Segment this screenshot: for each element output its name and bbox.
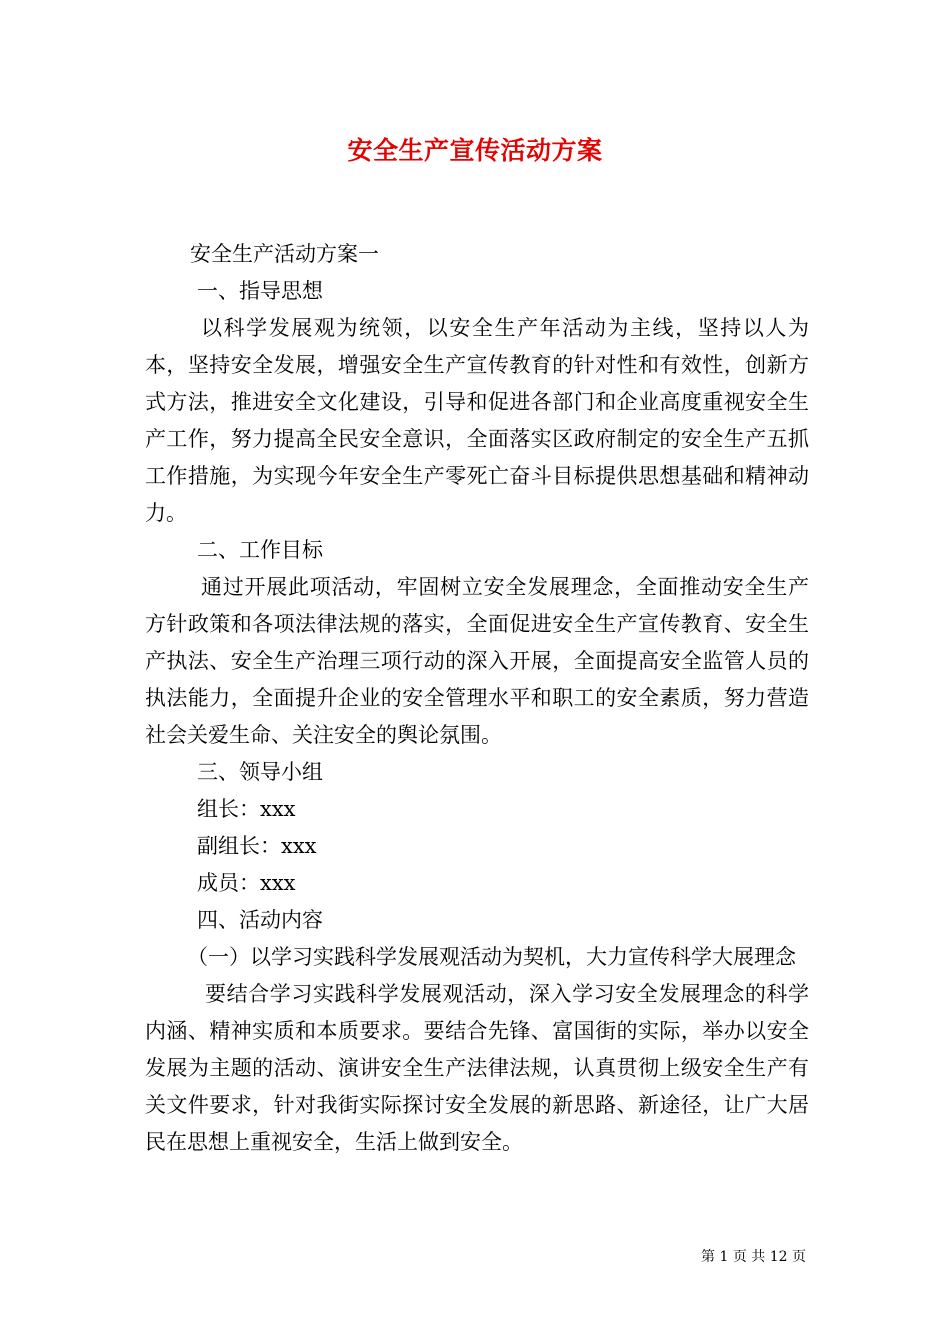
section-heading-activity-content: 四、活动内容: [197, 908, 323, 932]
paragraph-guiding-ideology: 以科学发展观为统领，以安全生产年活动为主线，坚持以人为本，坚持安全发展，增强安全生产宣传教育的针对性和有效性，创新方式方法，推进安全文化建设，引导和促进各部门和企业高度重视安全生产工作，努力提高全民安全意识，全面落实区政府制定的安全生产五抓工作措施，为实现今年安全生产零死亡奋斗目标提供思想基础和精神动力。: [145, 316, 809, 525]
subsection-heading-one: （一）以学习实践科学发展观活动为契机，大力宣传科学大展理念: [187, 945, 796, 969]
document-title: 安全生产宣传活动方案: [347, 136, 603, 165]
deputy-leader-line: 副组长：xxx: [197, 834, 317, 858]
paragraph-work-goals: 通过开展此项活动，牢固树立安全发展理念，全面推动安全生产方针政策和各项法律法规的落实，全面促进安全生产宣传教育、安全生产执法、安全生产治理三项行动的深入开展，全面提高安全监管人员的执法能力，全面提升企业的安全管理水平和职工的安全素质，努力营造社会关爱生命、关注安全的舆论氛围。: [145, 575, 809, 747]
section-heading-leadership-group: 三、领导小组: [197, 760, 323, 784]
section-heading-guiding-ideology: 一、指导思想: [197, 279, 323, 303]
leader-line: 组长：xxx: [197, 797, 296, 821]
document-body: [145, 236, 809, 1161]
section-heading-plan-one: 安全生产活动方案一: [190, 242, 379, 266]
section-heading-work-goals: 二、工作目标: [197, 538, 323, 562]
page-number-footer: 第 1 页 共 12 页: [701, 1249, 806, 1265]
paragraph-activity-content: 要结合学习实践科学发展观活动，深入学习安全发展理念的科学内涵、精神实质和本质要求。要结合先锋、富国街的实际，举办以安全发展为主题的活动、演讲安全生产法律法规，认真贯彻上级安全生产有关文件要求，针对我街实际探讨安全发展的新思路、新途径，让广大居民在思想上重视安全，生活上做到安全。: [145, 982, 809, 1154]
members-line: 成员：xxx: [197, 871, 296, 895]
